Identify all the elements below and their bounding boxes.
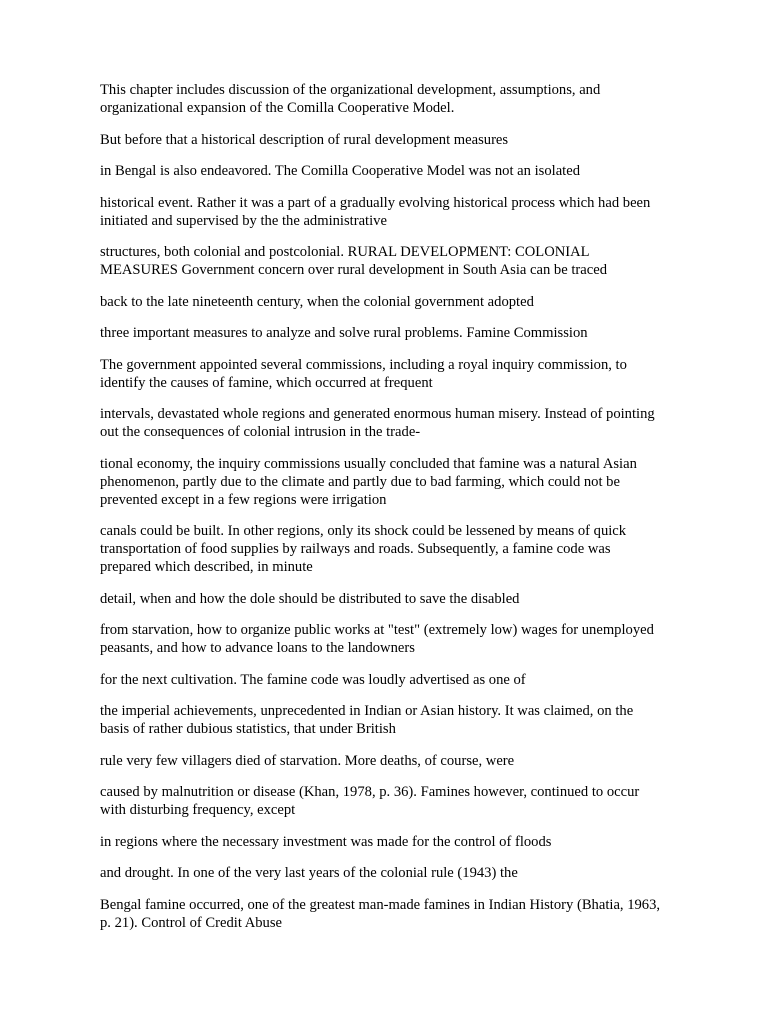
paragraph: The government appointed several commissions, including a royal inquiry commission, to identify the causes of famine, which occurred at frequent [100, 356, 627, 391]
paragraph: historical event. Rather it was a part of a gradually evolving historical process which had been initiated and supervised by the the administrative [100, 194, 651, 229]
paragraph: canals could be built. In other regions, only its shock could be lessened by means of quick transportation of food supplies by railways and roads. Subsequently, a famine code was prepared which described, in minute [100, 523, 627, 575]
paragraph: tional economy, the inquiry commissions usually concluded that famine was a natural Asian phenomenon, partly due to the climate and partly due to bad farming, which could not be prevented except in a few regions were irrigation [100, 455, 637, 508]
paragraph: But before that a historical description of rural development measures [100, 131, 509, 148]
paragraph: rule very few villagers died of starvation. More deaths, of course, were [100, 752, 515, 769]
paragraph: Bengal famine occurred, one of the greatest man-made famines in Indian History (Bhatia, 1963, p. 21). Control of Credit Abuse [100, 896, 661, 931]
paragraph: from starvation, how to organize public works at "test" (extremely low) wages for unemployed peasants, and how to advance loans to the landowners [100, 622, 654, 656]
paragraph: in Bengal is also endeavored. The Comilla Cooperative Model was not an isolated [100, 163, 580, 179]
paragraph: caused by malnutrition or disease (Khan, 1978, p. 36). Famines however, continued to occur with disturbing frequency, except [100, 784, 640, 818]
document-body [100, 81, 672, 945]
paragraph: structures, both colonial and postcolonial. RURAL DEVELOPMENT: COLONIAL MEASURES Government concern over rural development in South Asia can be traced [100, 244, 607, 278]
paragraph: in regions where the necessary investment was made for the control of floods [100, 833, 552, 850]
paragraph: back to the late nineteenth century, when the colonial government adopted [100, 293, 534, 310]
paragraph: and drought. In one of the very last years of the colonial rule (1943) the [100, 865, 518, 881]
paragraph: for the next cultivation. The famine code was loudly advertised as one of [100, 671, 526, 688]
paragraph: three important measures to analyze and solve rural problems. Famine Commission [100, 325, 588, 341]
paragraph: intervals, devastated whole regions and generated enormous human misery. Instead of pointing out the consequences of colonial intrusion in the trade- [100, 406, 655, 440]
paragraph: the imperial achievements, unprecedented in Indian or Asian history. It was claimed, on the basis of rather dubious statistics, that under British [100, 703, 634, 737]
paragraph: This chapter includes discussion of the organizational development, assumptions, and organizational expansion of the Comilla Cooperative Model. [100, 82, 601, 116]
paragraph: detail, when and how the dole should be distributed to save the disabled [100, 590, 520, 607]
